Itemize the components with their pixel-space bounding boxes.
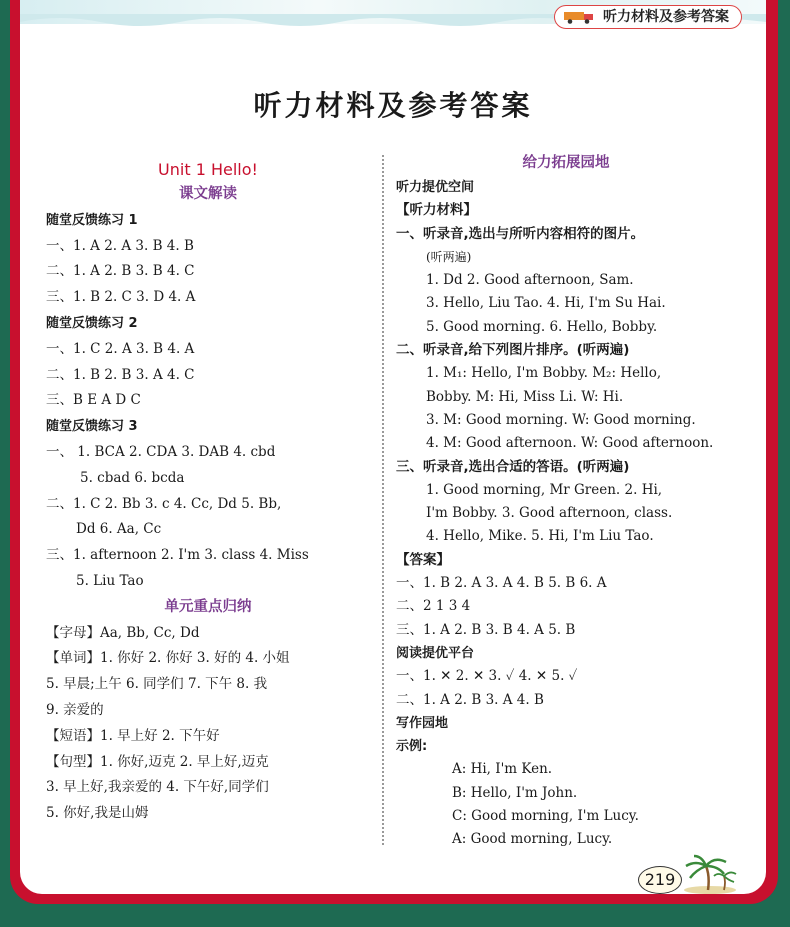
question-note: (听两遍) [426,249,472,264]
script-line: Bobby. M: Hi, Miss Li. W: Hi. [426,388,624,405]
answer-line: Dd 6. Aa, Cc [76,521,162,538]
left-column [46,150,370,827]
bracket-heading: 【听力材料】 [396,202,477,219]
answer-line: 5. cbad 6. bcda [80,469,185,486]
answer-line: 二、2 1 3 4 [396,598,471,615]
answer-line: 一、1. A 2. A 3. B 4. B [46,237,194,254]
answer-line: 三、1. afternoon 2. I'm 3. class 4. Miss [46,547,309,564]
page [20,0,766,894]
script-line: 5. Good morning. 6. Hello, Bobby. [426,318,658,335]
unit-title: Unit 1 Hello! [158,160,258,179]
script-line: 3. M: Good morning. W: Good morning. [426,411,696,428]
summary-line: 【短语】1. 早上好 2. 下午好 [46,727,220,744]
subheading-reading: 阅读提优平台 [396,645,475,661]
script-line: 4. Hello, Mike. 5. Hi, I'm Liu Tao. [426,528,654,545]
bracket-heading: 【答案】 [396,551,450,568]
subheading-writing: 写作园地 [396,715,449,731]
example-line: A: Good morning, Lucy. [452,831,613,848]
answer-line: 二、1. C 2. Bb 3. c 4. Cc, Dd 5. Bb, [46,495,282,512]
page-number: 219 [638,866,682,894]
script-line: 3. Hello, Liu Tao. 4. Hi, I'm Su Hai. [426,295,666,312]
header-tab-label: 听力材料及参考答案 [603,9,729,25]
answer-line: 二、1. A 2. B 3. A 4. B [396,691,544,708]
exercise-heading: 随堂反馈练习 3 [46,419,138,435]
answer-line: 一、1. ✕ 2. ✕ 3. ✓ 4. ✕ 5. ✓ [396,668,578,685]
section-title-text-explanation: 课文解读 [179,186,237,202]
summary-line: 【字母】Aa, Bb, Cc, Dd [46,624,200,641]
summary-line: 5. 你好,我是山姆 [46,805,149,822]
summary-line: 9. 亲爱的 [46,701,104,718]
answer-line: 三、1. B 2. C 3. D 4. A [46,289,196,306]
truck-icon [563,10,595,24]
column-divider [382,155,384,845]
right-column [396,150,736,852]
example-line: C: Good morning, I'm Lucy. [452,808,639,825]
summary-line: 3. 早上好,我亲爱的 4. 下午好,同学们 [46,779,269,796]
answer-line: 三、1. A 2. B 3. B 4. A 5. B [396,621,576,638]
answer-line: 三、B E A D C [46,392,141,409]
script-line: 1. Good morning, Mr Green. 2. Hi, [426,481,663,498]
page-title: 听力材料及参考答案 [253,89,533,122]
answer-line: 一、1. C 2. A 3. B 4. A [46,340,195,357]
section-title-unit-summary: 单元重点归纳 [164,598,252,615]
exercise-heading: 随堂反馈练习 2 [46,315,138,331]
summary-line: 【句型】1. 你好,迈克 2. 早上好,迈克 [46,753,269,770]
exercise-heading: 随堂反馈练习 1 [46,212,138,228]
script-line: 1. Dd 2. Good afternoon, Sam. [426,272,634,289]
palm-tree-icon [680,854,740,894]
summary-line: 5. 早晨;上午 6. 同学们 7. 下午 8. 我 [46,676,268,693]
answer-line: 5. Liu Tao [76,572,144,589]
example-line: B: Hello, I'm John. [452,784,578,801]
question-heading: 三、听录音,选出合适的答语。(听两遍) [396,458,630,475]
answer-line: 一、1. B 2. A 3. A 4. B 5. B 6. A [396,575,607,592]
section-title-extension: 给力拓展园地 [522,155,610,171]
answer-line: 二、1. A 2. B 3. B 4. C [46,263,195,280]
script-line: 1. M₁: Hello, I'm Bobby. M₂: Hello, [426,365,662,382]
question-heading: 一、听录音,选出与所听内容相符的图片。 [396,225,645,242]
script-line: 4. M: Good afternoon. W: Good afternoon. [426,435,714,452]
example-label: 示例: [396,739,428,755]
example-line: A: Hi, I'm Ken. [452,761,553,778]
script-line: I'm Bobby. 3. Good afternoon, class. [426,505,673,522]
answer-line: 二、1. B 2. B 3. A 4. C [46,366,195,383]
summary-line: 【单词】1. 你好 2. 你好 3. 好的 4. 小姐 [46,650,290,667]
header-tab [554,5,742,29]
answer-line: 一、 1. BCA 2. CDA 3. DAB 4. cbd [46,443,276,460]
subheading-listening: 听力提优空间 [396,180,475,195]
question-heading: 二、听录音,给下列图片排序。(听两遍) [396,342,630,359]
